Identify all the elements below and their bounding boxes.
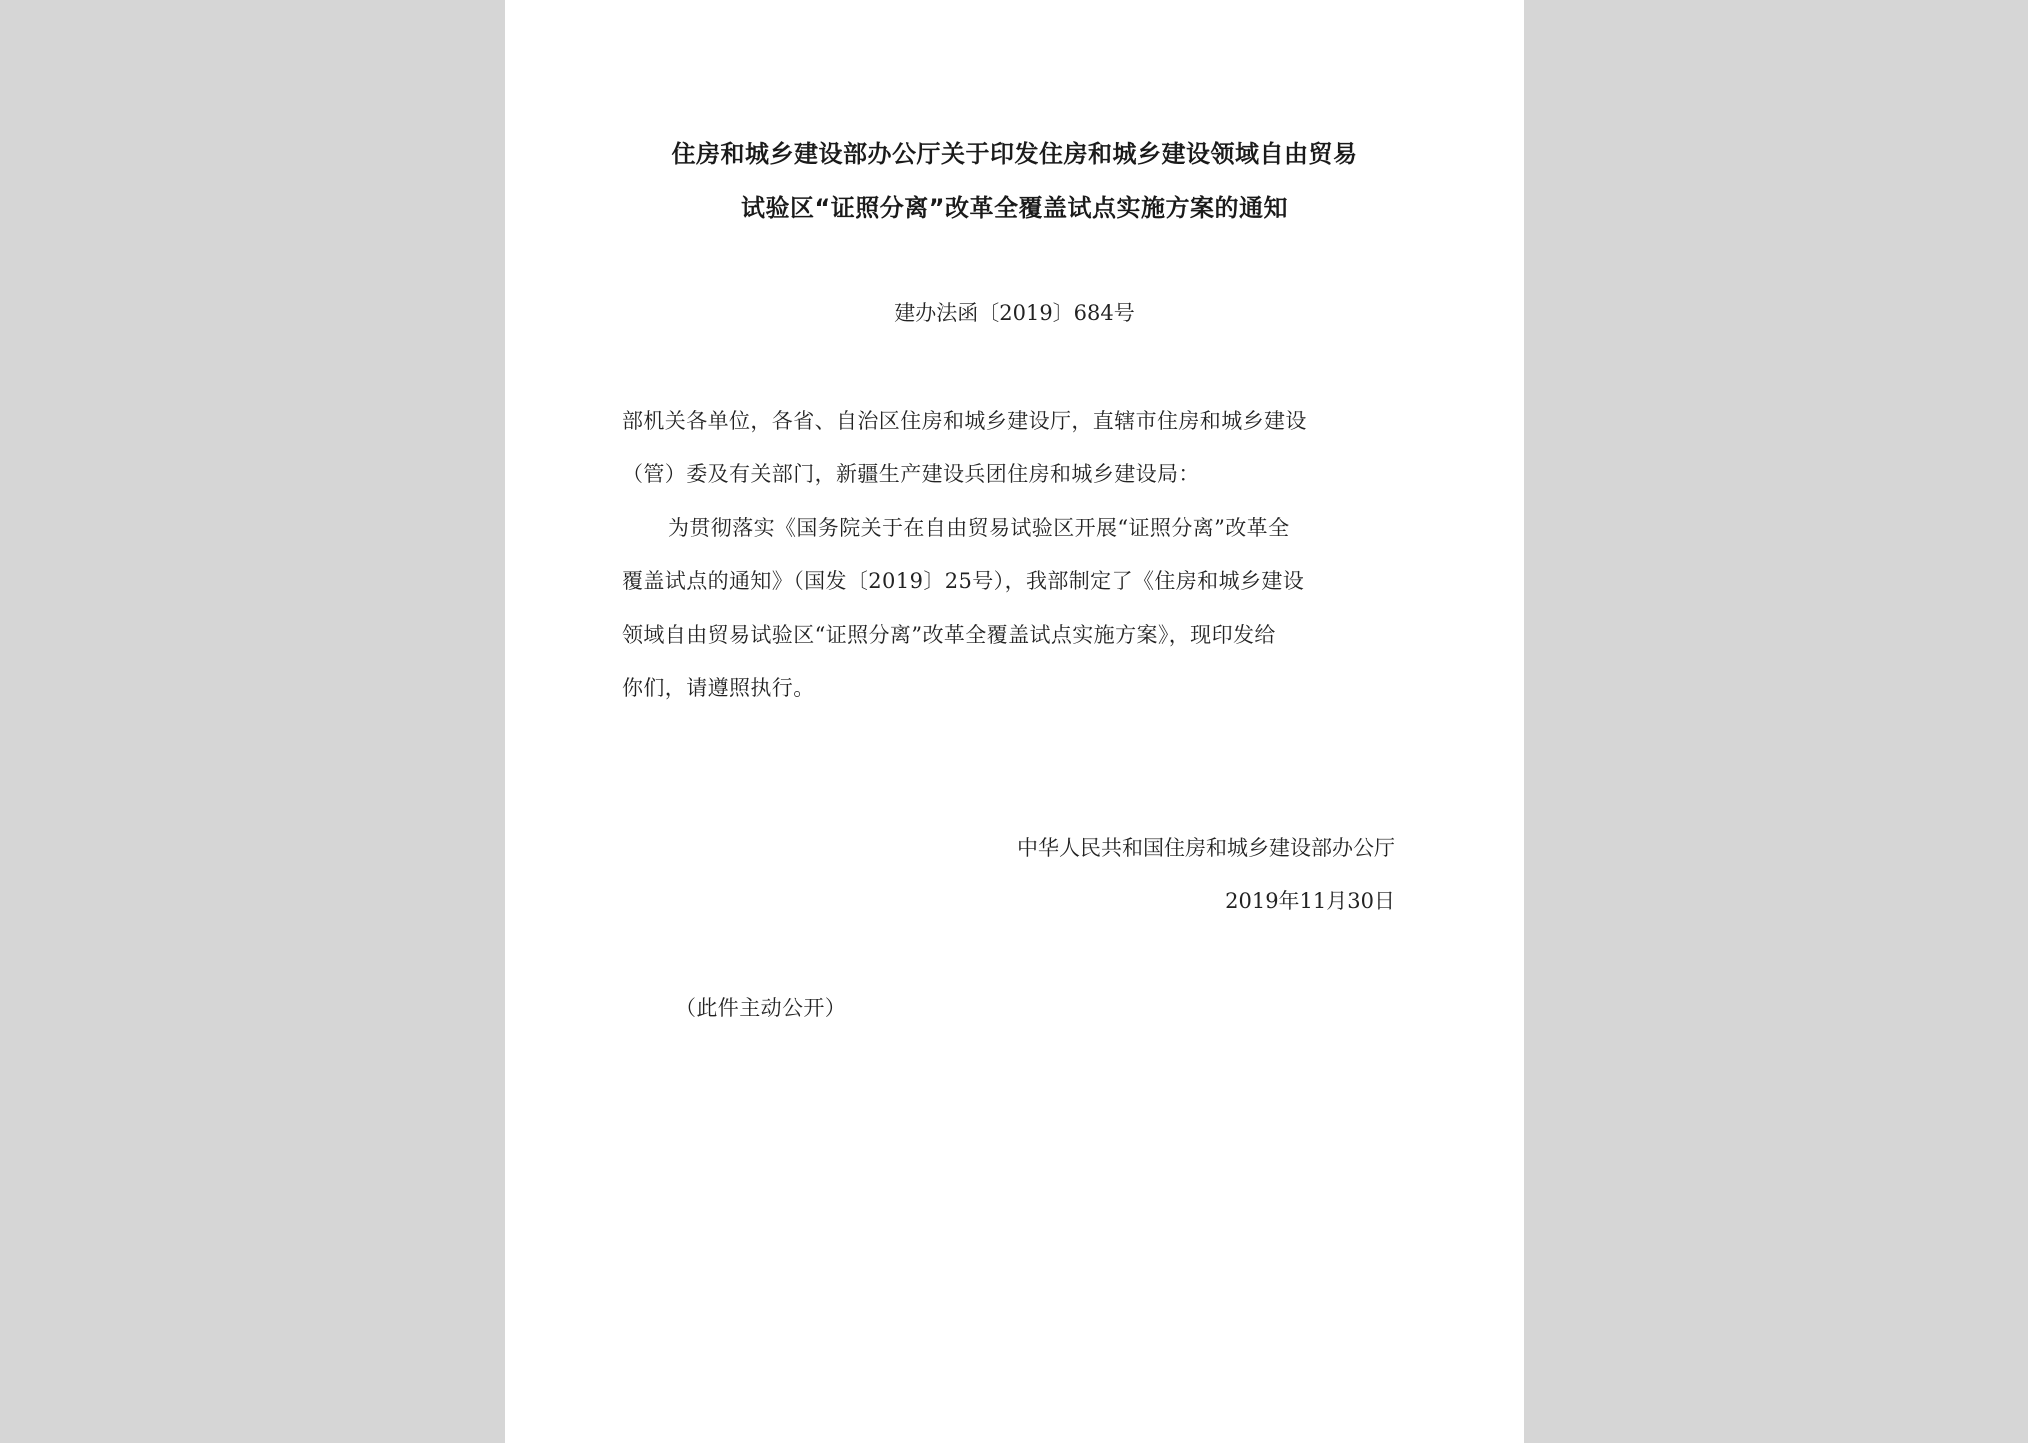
addressee-line-2: （管）委及有关部门，新疆生产建设兵团住房和城乡建设局： bbox=[622, 462, 1200, 486]
document-number: 建办法函〔2019〕684号 bbox=[894, 301, 1135, 325]
body-line-2: 覆盖试点的通知》（国发〔2019〕25号），我部制定了《住房和城乡建设 bbox=[622, 569, 1305, 593]
issuer-name: 中华人民共和国住房和城乡建设部办公厅 bbox=[1017, 836, 1395, 860]
body-line-1: 为贯彻落实《国务院关于在自由贸易试验区开展“证照分离”改革全 bbox=[668, 516, 1290, 540]
document-title-line-1: 住房和城乡建设部办公厅关于印发住房和城乡建设领域自由贸易 bbox=[671, 140, 1358, 168]
document-title-line-2: 试验区“证照分离”改革全覆盖试点实施方案的通知 bbox=[740, 194, 1289, 222]
body-line-3: 领域自由贸易试验区“证照分离”改革全覆盖试点实施方案》，现印发给 bbox=[622, 623, 1276, 647]
issue-date: 2019年11月30日 bbox=[1225, 889, 1395, 913]
addressee-line-1: 部机关各单位，各省、自治区住房和城乡建设厅，直辖市住房和城乡建设 bbox=[622, 409, 1307, 433]
body-line-4: 你们，请遵照执行。 bbox=[622, 676, 815, 700]
disclosure-note: （此件主动公开） bbox=[675, 996, 847, 1020]
document-page bbox=[505, 0, 1524, 1443]
